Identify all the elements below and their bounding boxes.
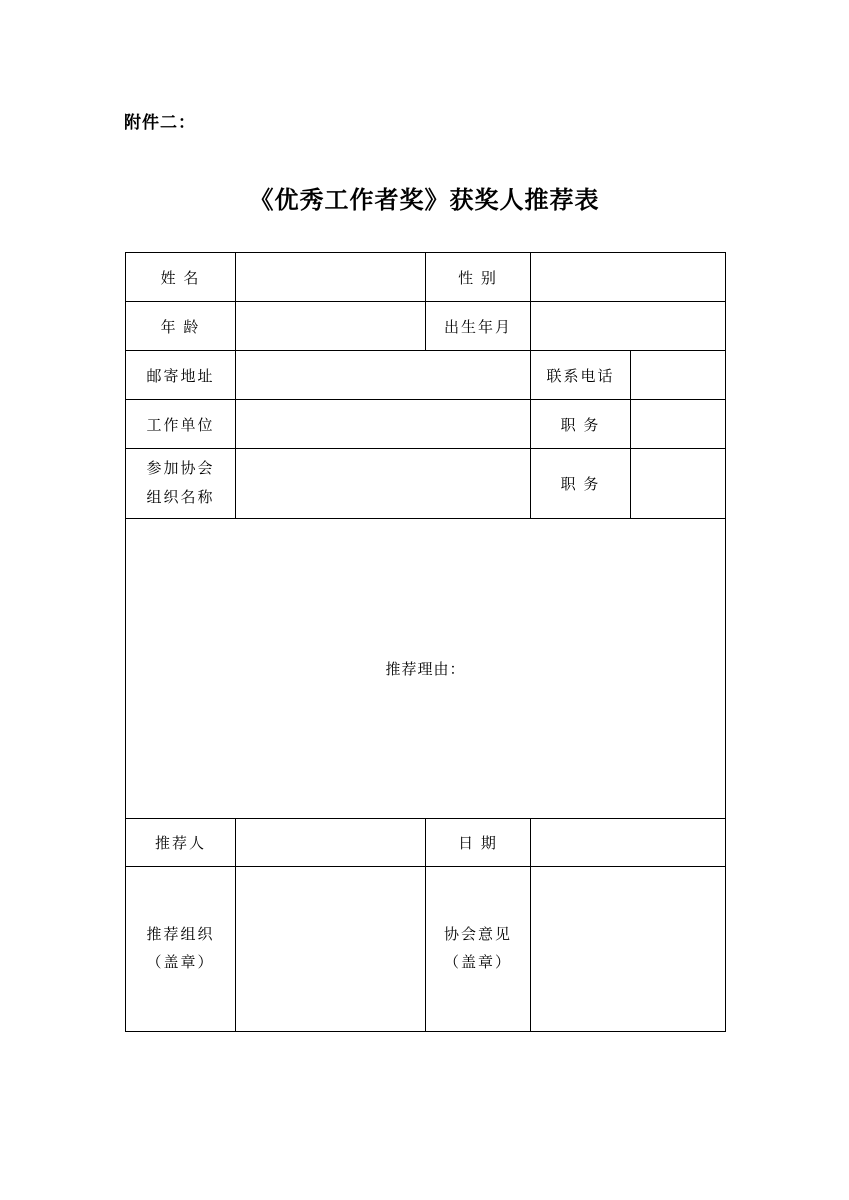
table-row: [126, 819, 726, 867]
name-field[interactable]: [236, 253, 426, 302]
attachment-label: 附件二：: [124, 113, 196, 132]
date-field[interactable]: [531, 819, 726, 867]
table-row: [126, 253, 726, 302]
mailing-address-field[interactable]: [236, 351, 531, 400]
birth-date-label: 出生年月: [426, 302, 531, 351]
phone-field[interactable]: [631, 351, 726, 400]
recommendation-reason-cell[interactable]: [126, 519, 726, 819]
date-label: 日 期: [426, 819, 531, 867]
association-position-label: 职 务: [531, 449, 631, 519]
recommending-organization-label: 推荐组织 （盖章）: [126, 867, 236, 1032]
phone-label: 联系电话: [531, 351, 631, 400]
recommendation-form-table: [125, 252, 726, 1032]
table-row: [126, 400, 726, 449]
recommender-label: 推荐人: [126, 819, 236, 867]
recommender-field[interactable]: [236, 819, 426, 867]
gender-field[interactable]: [531, 253, 726, 302]
work-unit-label: 工作单位: [126, 400, 236, 449]
position-label: 职 务: [531, 400, 631, 449]
association-field[interactable]: [236, 449, 531, 519]
position-field[interactable]: [631, 400, 726, 449]
table-row: [126, 519, 726, 819]
table-row: [126, 302, 726, 351]
gender-label: 性 别: [426, 253, 531, 302]
table-row: [126, 449, 726, 519]
association-opinion-stamp-field[interactable]: [531, 867, 726, 1032]
association-label: 参加协会 组织名称: [126, 449, 236, 519]
table-row: [126, 867, 726, 1032]
mailing-address-label: 邮寄地址: [126, 351, 236, 400]
age-field[interactable]: [236, 302, 426, 351]
association-position-field[interactable]: [631, 449, 726, 519]
birth-date-field[interactable]: [531, 302, 726, 351]
recommendation-reason-label: 推荐理由：: [385, 662, 466, 678]
page-title: 《优秀工作者奖》获奖人推荐表: [249, 188, 600, 214]
association-opinion-label: 协会意见 （盖章）: [426, 867, 531, 1032]
work-unit-field[interactable]: [236, 400, 531, 449]
table-row: [126, 351, 726, 400]
name-label: 姓 名: [126, 253, 236, 302]
age-label: 年 龄: [126, 302, 236, 351]
recommending-organization-stamp-field[interactable]: [236, 867, 426, 1032]
